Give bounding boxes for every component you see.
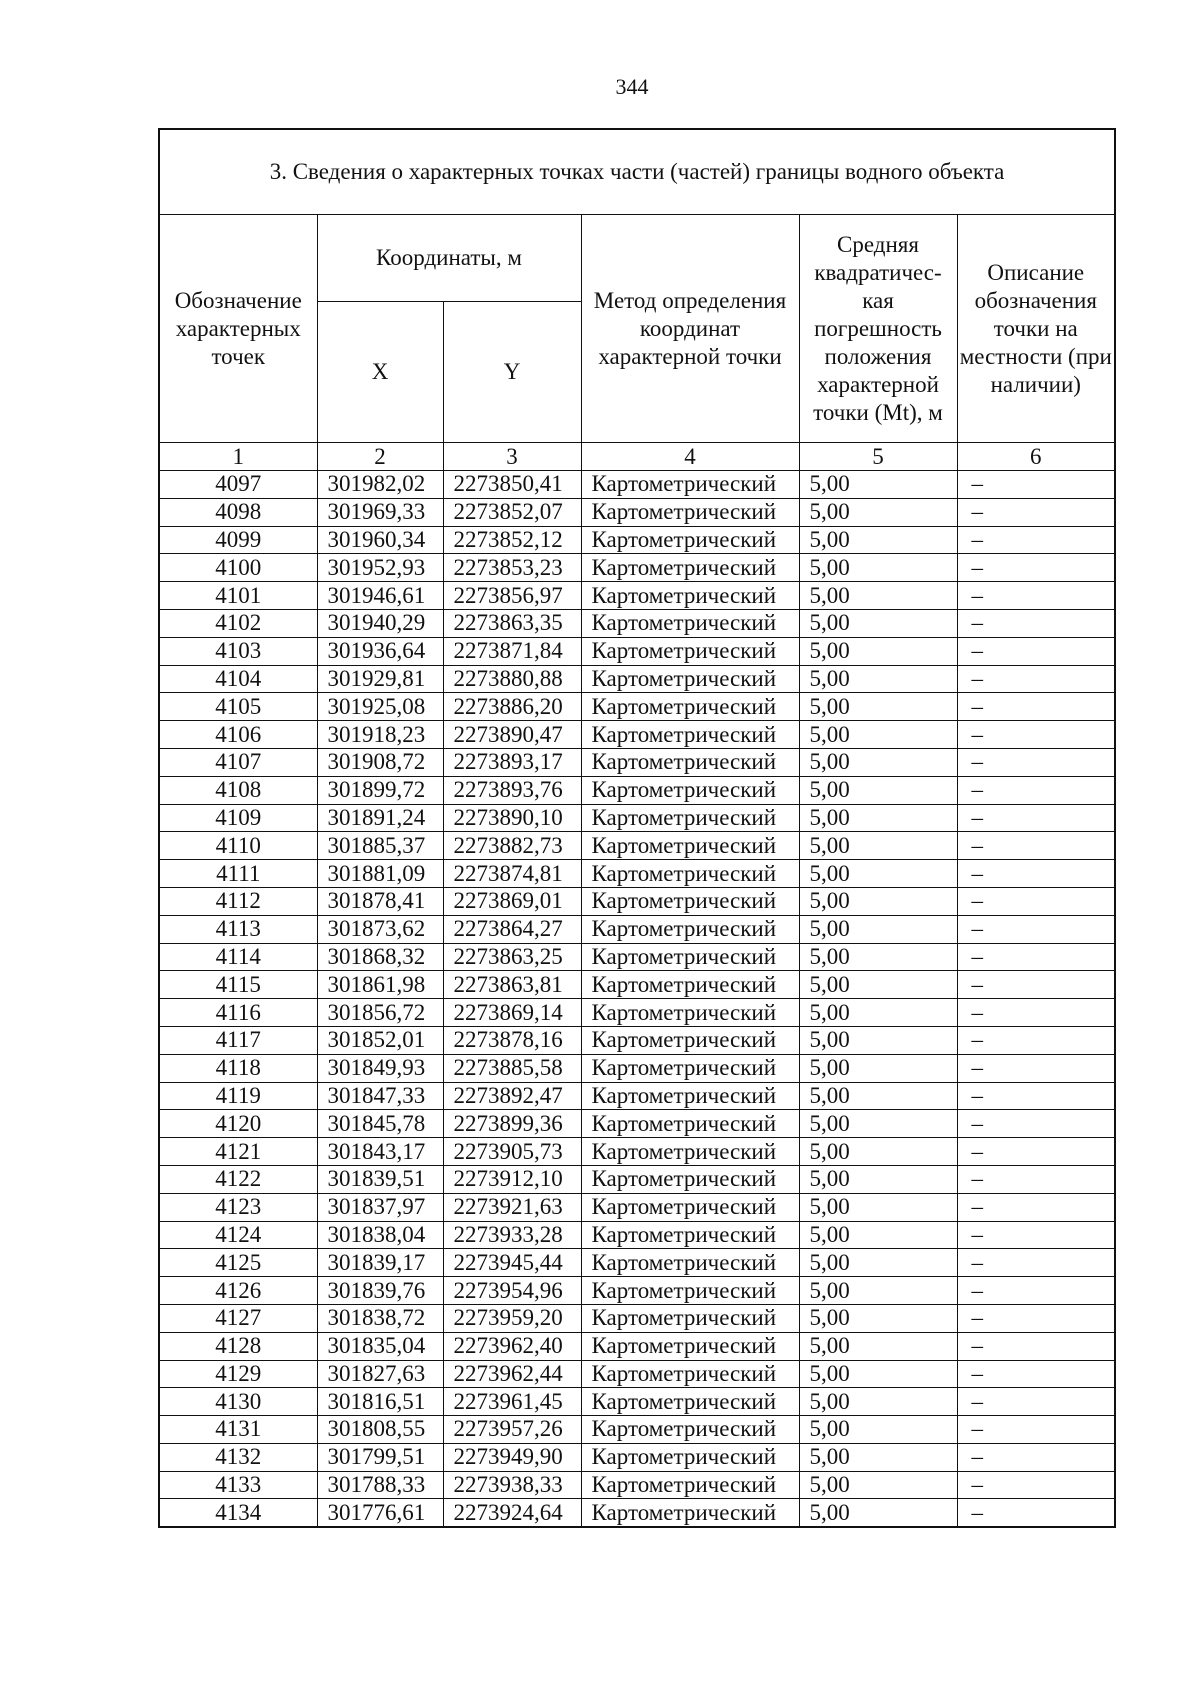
method-cell: Картометрический — [581, 1471, 799, 1499]
y-coord-cell: 2273863,35 — [443, 609, 581, 637]
point-id-cell: 4132 — [159, 1443, 317, 1471]
description-cell: – — [957, 1138, 1115, 1166]
header-method: Метод определения координат характерной точки — [581, 215, 799, 443]
table-row — [159, 554, 1115, 582]
error-cell: 5,00 — [799, 554, 957, 582]
table-row — [159, 498, 1115, 526]
description-cell: – — [957, 832, 1115, 860]
point-id-cell: 4103 — [159, 637, 317, 665]
point-id-cell: 4098 — [159, 498, 317, 526]
table-row — [159, 1499, 1115, 1527]
description-cell: – — [957, 1082, 1115, 1110]
description-cell: – — [957, 1388, 1115, 1416]
x-coord-cell: 301839,76 — [317, 1277, 443, 1305]
table-row — [159, 748, 1115, 776]
x-coord-cell: 301845,78 — [317, 1110, 443, 1138]
error-cell: 5,00 — [799, 748, 957, 776]
description-cell: – — [957, 1360, 1115, 1388]
point-id-cell: 4126 — [159, 1277, 317, 1305]
error-cell: 5,00 — [799, 971, 957, 999]
point-id-cell: 4134 — [159, 1499, 317, 1527]
error-cell: 5,00 — [799, 693, 957, 721]
table-row — [159, 1026, 1115, 1054]
description-cell: – — [957, 971, 1115, 999]
error-cell: 5,00 — [799, 832, 957, 860]
table-row — [159, 665, 1115, 693]
point-id-cell: 4102 — [159, 609, 317, 637]
description-cell: – — [957, 1165, 1115, 1193]
y-coord-cell: 2273874,81 — [443, 860, 581, 888]
error-cell: 5,00 — [799, 1193, 957, 1221]
x-coord-cell: 301960,34 — [317, 526, 443, 554]
y-coord-cell: 2273864,27 — [443, 915, 581, 943]
table-row — [159, 1360, 1115, 1388]
table-body — [159, 471, 1115, 1528]
method-cell: Картометрический — [581, 582, 799, 610]
y-coord-cell: 2273893,17 — [443, 748, 581, 776]
y-coord-cell: 2273878,16 — [443, 1026, 581, 1054]
x-coord-cell: 301847,33 — [317, 1082, 443, 1110]
method-cell: Картометрический — [581, 665, 799, 693]
y-coord-cell: 2273882,73 — [443, 832, 581, 860]
point-id-cell: 4120 — [159, 1110, 317, 1138]
method-cell: Картометрический — [581, 1416, 799, 1444]
table-row — [159, 1054, 1115, 1082]
x-coord-cell: 301837,97 — [317, 1193, 443, 1221]
y-coord-cell: 2273962,44 — [443, 1360, 581, 1388]
y-coord-cell: 2273905,73 — [443, 1138, 581, 1166]
point-id-cell: 4116 — [159, 999, 317, 1027]
method-cell: Картометрический — [581, 1304, 799, 1332]
description-cell: – — [957, 915, 1115, 943]
error-cell: 5,00 — [799, 526, 957, 554]
y-coord-cell: 2273856,97 — [443, 582, 581, 610]
table-row — [159, 1388, 1115, 1416]
error-cell: 5,00 — [799, 915, 957, 943]
table-row — [159, 887, 1115, 915]
point-id-cell: 4133 — [159, 1471, 317, 1499]
error-cell: 5,00 — [799, 498, 957, 526]
description-cell: – — [957, 1193, 1115, 1221]
y-coord-cell: 2273853,23 — [443, 554, 581, 582]
description-cell: – — [957, 498, 1115, 526]
error-cell: 5,00 — [799, 1499, 957, 1527]
error-cell: 5,00 — [799, 471, 957, 499]
x-coord-cell: 301861,98 — [317, 971, 443, 999]
y-coord-cell: 2273863,81 — [443, 971, 581, 999]
x-coord-cell: 301843,17 — [317, 1138, 443, 1166]
method-cell: Картометрический — [581, 609, 799, 637]
error-cell: 5,00 — [799, 860, 957, 888]
x-coord-cell: 301839,17 — [317, 1249, 443, 1277]
page-number: 344 — [615, 74, 649, 99]
table-row — [159, 1304, 1115, 1332]
point-id-cell: 4115 — [159, 971, 317, 999]
table-row — [159, 1443, 1115, 1471]
description-cell: – — [957, 1277, 1115, 1305]
col-number: 5 — [799, 443, 957, 471]
method-cell: Картометрический — [581, 1138, 799, 1166]
table-row — [159, 1416, 1115, 1444]
method-cell: Картометрический — [581, 554, 799, 582]
col-number: 3 — [443, 443, 581, 471]
table-row — [159, 1110, 1115, 1138]
method-cell: Картометрический — [581, 832, 799, 860]
x-coord-cell: 301816,51 — [317, 1388, 443, 1416]
description-cell: – — [957, 887, 1115, 915]
description-cell: – — [957, 776, 1115, 804]
method-cell: Картометрический — [581, 1082, 799, 1110]
point-id-cell: 4108 — [159, 776, 317, 804]
error-cell: 5,00 — [799, 776, 957, 804]
y-coord-cell: 2273959,20 — [443, 1304, 581, 1332]
error-cell: 5,00 — [799, 1110, 957, 1138]
table-row — [159, 915, 1115, 943]
method-cell: Картометрический — [581, 943, 799, 971]
x-coord-cell: 301929,81 — [317, 665, 443, 693]
error-cell: 5,00 — [799, 1416, 957, 1444]
error-cell: 5,00 — [799, 665, 957, 693]
y-coord-cell: 2273921,63 — [443, 1193, 581, 1221]
x-coord-cell: 301827,63 — [317, 1360, 443, 1388]
point-id-cell: 4104 — [159, 665, 317, 693]
point-id-cell: 4117 — [159, 1026, 317, 1054]
x-coord-cell: 301925,08 — [317, 693, 443, 721]
description-cell: – — [957, 554, 1115, 582]
x-coord-cell: 301908,72 — [317, 748, 443, 776]
x-coord-cell: 301838,04 — [317, 1221, 443, 1249]
point-id-cell: 4100 — [159, 554, 317, 582]
error-cell: 5,00 — [799, 804, 957, 832]
point-id-cell: 4111 — [159, 860, 317, 888]
table-row — [159, 1221, 1115, 1249]
error-cell: 5,00 — [799, 1388, 957, 1416]
y-coord-cell: 2273850,41 — [443, 471, 581, 499]
description-cell: – — [957, 637, 1115, 665]
description-cell: – — [957, 1332, 1115, 1360]
table-row — [159, 999, 1115, 1027]
y-coord-cell: 2273893,76 — [443, 776, 581, 804]
table-row — [159, 693, 1115, 721]
method-cell: Картометрический — [581, 1360, 799, 1388]
header-x: X — [317, 302, 443, 443]
error-cell: 5,00 — [799, 1443, 957, 1471]
y-coord-cell: 2273863,25 — [443, 943, 581, 971]
method-cell: Картометрический — [581, 637, 799, 665]
point-id-cell: 4123 — [159, 1193, 317, 1221]
description-cell: – — [957, 1443, 1115, 1471]
error-cell: 5,00 — [799, 1277, 957, 1305]
method-cell: Картометрический — [581, 887, 799, 915]
col-number: 1 — [159, 443, 317, 471]
x-coord-cell: 301849,93 — [317, 1054, 443, 1082]
error-cell: 5,00 — [799, 609, 957, 637]
table-row — [159, 471, 1115, 499]
y-coord-cell: 2273871,84 — [443, 637, 581, 665]
x-coord-cell: 301839,51 — [317, 1165, 443, 1193]
description-cell: – — [957, 693, 1115, 721]
table-row — [159, 1138, 1115, 1166]
method-cell: Картометрический — [581, 860, 799, 888]
method-cell: Картометрический — [581, 1193, 799, 1221]
method-cell: Картометрический — [581, 498, 799, 526]
method-cell: Картометрический — [581, 1221, 799, 1249]
boundary-points-table — [158, 128, 1116, 1528]
method-cell: Картометрический — [581, 1388, 799, 1416]
point-id-cell: 4114 — [159, 943, 317, 971]
error-cell: 5,00 — [799, 1221, 957, 1249]
y-coord-cell: 2273885,58 — [443, 1054, 581, 1082]
error-cell: 5,00 — [799, 1332, 957, 1360]
x-coord-cell: 301899,72 — [317, 776, 443, 804]
point-id-cell: 4121 — [159, 1138, 317, 1166]
description-cell: – — [957, 1304, 1115, 1332]
header-error: Средняя квадратичес-кая погрешность положения характерной точки (Mt), м — [799, 215, 957, 443]
table-title: 3. Сведения о характерных точках части (частей) границы водного объекта — [159, 129, 1115, 215]
description-cell: – — [957, 721, 1115, 749]
x-coord-cell: 301835,04 — [317, 1332, 443, 1360]
error-cell: 5,00 — [799, 1026, 957, 1054]
y-coord-cell: 2273880,88 — [443, 665, 581, 693]
error-cell: 5,00 — [799, 1054, 957, 1082]
table-row — [159, 721, 1115, 749]
point-id-cell: 4118 — [159, 1054, 317, 1082]
x-coord-cell: 301856,72 — [317, 999, 443, 1027]
table-row — [159, 1277, 1115, 1305]
description-cell: – — [957, 999, 1115, 1027]
table-row — [159, 1332, 1115, 1360]
point-id-cell: 4107 — [159, 748, 317, 776]
method-cell: Картометрический — [581, 999, 799, 1027]
y-coord-cell: 2273890,10 — [443, 804, 581, 832]
description-cell: – — [957, 1221, 1115, 1249]
point-id-cell: 4129 — [159, 1360, 317, 1388]
table-row — [159, 582, 1115, 610]
x-coord-cell: 301808,55 — [317, 1416, 443, 1444]
header-coords: Координаты, м — [317, 215, 581, 302]
x-coord-cell: 301852,01 — [317, 1026, 443, 1054]
y-coord-cell: 2273912,10 — [443, 1165, 581, 1193]
description-cell: – — [957, 471, 1115, 499]
x-coord-cell: 301982,02 — [317, 471, 443, 499]
description-cell: – — [957, 804, 1115, 832]
x-coord-cell: 301940,29 — [317, 609, 443, 637]
description-cell: – — [957, 582, 1115, 610]
x-coord-cell: 301838,72 — [317, 1304, 443, 1332]
description-cell: – — [957, 526, 1115, 554]
x-coord-cell: 301891,24 — [317, 804, 443, 832]
x-coord-cell: 301776,61 — [317, 1499, 443, 1527]
x-coord-cell: 301918,23 — [317, 721, 443, 749]
x-coord-cell: 301936,64 — [317, 637, 443, 665]
method-cell: Картометрический — [581, 1054, 799, 1082]
y-coord-cell: 2273949,90 — [443, 1443, 581, 1471]
method-cell: Картометрический — [581, 1277, 799, 1305]
point-id-cell: 4099 — [159, 526, 317, 554]
col-number: 2 — [317, 443, 443, 471]
description-cell: – — [957, 1249, 1115, 1277]
error-cell: 5,00 — [799, 637, 957, 665]
description-cell: – — [957, 1499, 1115, 1527]
x-coord-cell: 301868,32 — [317, 943, 443, 971]
method-cell: Картометрический — [581, 1026, 799, 1054]
point-id-cell: 4128 — [159, 1332, 317, 1360]
x-coord-cell: 301952,93 — [317, 554, 443, 582]
point-id-cell: 4122 — [159, 1165, 317, 1193]
method-cell: Картометрический — [581, 721, 799, 749]
point-id-cell: 4112 — [159, 887, 317, 915]
x-coord-cell: 301969,33 — [317, 498, 443, 526]
table-row — [159, 1193, 1115, 1221]
error-cell: 5,00 — [799, 1138, 957, 1166]
point-id-cell: 4097 — [159, 471, 317, 499]
method-cell: Картометрический — [581, 748, 799, 776]
y-coord-cell: 2273869,01 — [443, 887, 581, 915]
method-cell: Картометрический — [581, 1332, 799, 1360]
error-cell: 5,00 — [799, 1304, 957, 1332]
table-row — [159, 971, 1115, 999]
header-y: Y — [443, 302, 581, 443]
y-coord-cell: 2273933,28 — [443, 1221, 581, 1249]
method-cell: Картометрический — [581, 1165, 799, 1193]
description-cell: – — [957, 1416, 1115, 1444]
error-cell: 5,00 — [799, 1165, 957, 1193]
error-cell: 5,00 — [799, 582, 957, 610]
x-coord-cell: 301946,61 — [317, 582, 443, 610]
description-cell: – — [957, 943, 1115, 971]
header-point: Обозначение характерных точек — [159, 215, 317, 443]
point-id-cell: 4101 — [159, 582, 317, 610]
y-coord-cell: 2273892,47 — [443, 1082, 581, 1110]
description-cell: – — [957, 1026, 1115, 1054]
error-cell: 5,00 — [799, 999, 957, 1027]
table-row — [159, 1082, 1115, 1110]
method-cell: Картометрический — [581, 915, 799, 943]
table-row — [159, 860, 1115, 888]
table-row — [159, 637, 1115, 665]
col-number: 4 — [581, 443, 799, 471]
x-coord-cell: 301881,09 — [317, 860, 443, 888]
method-cell: Картометрический — [581, 1110, 799, 1138]
error-cell: 5,00 — [799, 1082, 957, 1110]
error-cell: 5,00 — [799, 1471, 957, 1499]
table-row — [159, 943, 1115, 971]
description-cell: – — [957, 748, 1115, 776]
description-cell: – — [957, 860, 1115, 888]
table-row — [159, 526, 1115, 554]
x-coord-cell: 301799,51 — [317, 1443, 443, 1471]
point-id-cell: 4109 — [159, 804, 317, 832]
error-cell: 5,00 — [799, 943, 957, 971]
point-id-cell: 4125 — [159, 1249, 317, 1277]
y-coord-cell: 2273957,26 — [443, 1416, 581, 1444]
table-row — [159, 1165, 1115, 1193]
method-cell: Картометрический — [581, 693, 799, 721]
y-coord-cell: 2273962,40 — [443, 1332, 581, 1360]
description-cell: – — [957, 1054, 1115, 1082]
description-cell: – — [957, 665, 1115, 693]
description-cell: – — [957, 609, 1115, 637]
method-cell: Картометрический — [581, 471, 799, 499]
y-coord-cell: 2273938,33 — [443, 1471, 581, 1499]
y-coord-cell: 2273852,07 — [443, 498, 581, 526]
y-coord-cell: 2273869,14 — [443, 999, 581, 1027]
x-coord-cell: 301885,37 — [317, 832, 443, 860]
description-cell: – — [957, 1471, 1115, 1499]
table-row — [159, 804, 1115, 832]
y-coord-cell: 2273886,20 — [443, 693, 581, 721]
x-coord-cell: 301873,62 — [317, 915, 443, 943]
method-cell: Картометрический — [581, 526, 799, 554]
method-cell: Картометрический — [581, 1443, 799, 1471]
x-coord-cell: 301788,33 — [317, 1471, 443, 1499]
y-coord-cell: 2273852,12 — [443, 526, 581, 554]
error-cell: 5,00 — [799, 887, 957, 915]
point-id-cell: 4127 — [159, 1304, 317, 1332]
error-cell: 5,00 — [799, 1249, 957, 1277]
method-cell: Картометрический — [581, 971, 799, 999]
point-id-cell: 4119 — [159, 1082, 317, 1110]
y-coord-cell: 2273899,36 — [443, 1110, 581, 1138]
table-row — [159, 1249, 1115, 1277]
y-coord-cell: 2273890,47 — [443, 721, 581, 749]
table-row — [159, 609, 1115, 637]
y-coord-cell: 2273924,64 — [443, 1499, 581, 1527]
point-id-cell: 4106 — [159, 721, 317, 749]
method-cell: Картометрический — [581, 804, 799, 832]
point-id-cell: 4130 — [159, 1388, 317, 1416]
method-cell: Картометрический — [581, 1249, 799, 1277]
col-number: 6 — [957, 443, 1115, 471]
y-coord-cell: 2273954,96 — [443, 1277, 581, 1305]
x-coord-cell: 301878,41 — [317, 887, 443, 915]
table-row — [159, 776, 1115, 804]
method-cell: Картометрический — [581, 1499, 799, 1527]
y-coord-cell: 2273945,44 — [443, 1249, 581, 1277]
header-desc: Описание обозначения точки на местности (при наличии) — [957, 215, 1115, 443]
error-cell: 5,00 — [799, 721, 957, 749]
point-id-cell: 4131 — [159, 1416, 317, 1444]
error-cell: 5,00 — [799, 1360, 957, 1388]
point-id-cell: 4113 — [159, 915, 317, 943]
table-row — [159, 1471, 1115, 1499]
table-row — [159, 832, 1115, 860]
point-id-cell: 4124 — [159, 1221, 317, 1249]
method-cell: Картометрический — [581, 776, 799, 804]
description-cell: – — [957, 1110, 1115, 1138]
y-coord-cell: 2273961,45 — [443, 1388, 581, 1416]
point-id-cell: 4105 — [159, 693, 317, 721]
point-id-cell: 4110 — [159, 832, 317, 860]
